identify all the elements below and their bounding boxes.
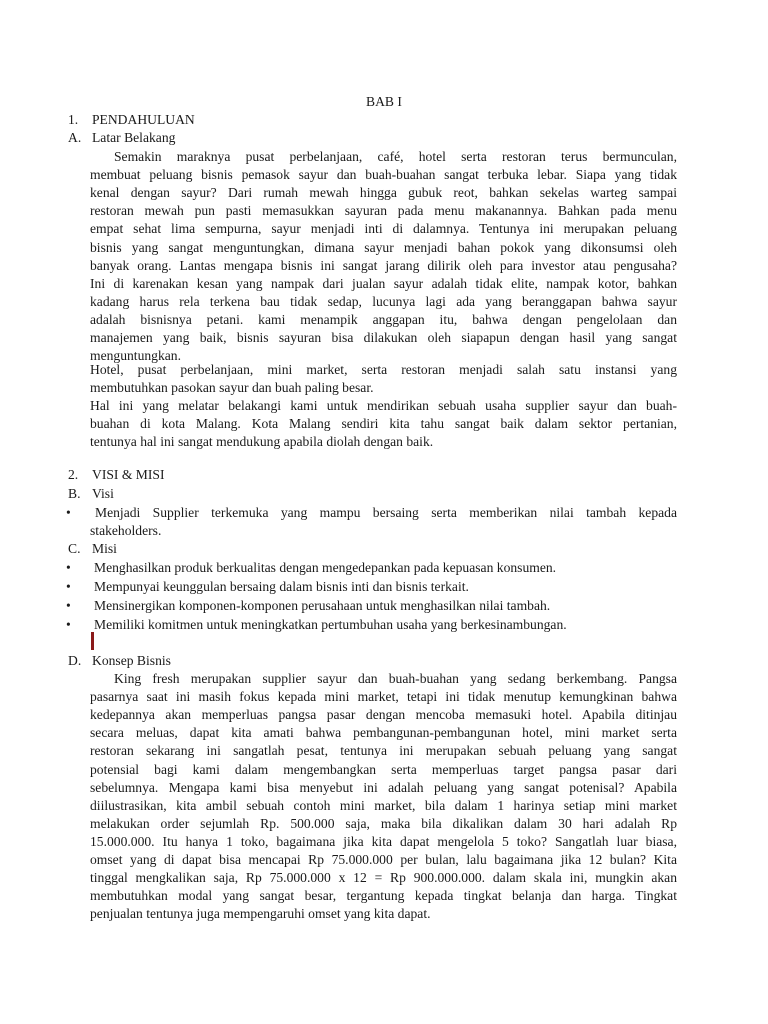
paragraph-line: membutuhkan modal yang sangat besar, tergantung kepada tingkat belanja dan harga. Tingkat: [90, 888, 677, 904]
paragraph-line: kenal dengan sayur? Dari rumah mewah hingga gubuk reot, bahkan sekelas warteg sampai: [90, 185, 677, 201]
paragraph-line: kadang harus rela terkena bau tidak sedap, lucunya lagi ada yang beranggapan bahwa sayur: [90, 293, 677, 309]
paragraph-line: tinggal mengkalikan saja, Rp 75.000.000 x 12 = Rp 900.000.000. dalam skala ini, mungkin akan: [90, 870, 677, 886]
paragraph-line: Ini di karenakan kesan yang nampak dari jualan sayur adalah tidak elite, nampak kotor, bahkan: [90, 275, 677, 291]
list-item-text: Mempunyai keunggulan bersaing dalam bisnis inti dan bisnis terkait.: [94, 579, 469, 594]
paragraph-line: buahan di kota Malang. Kota Malang sendiri kita tahu sangat baik dalam sektor pertanian,: [90, 416, 677, 432]
list-item-text: stakeholders.: [90, 522, 162, 538]
paragraph-line: diilustrasikan, kita ambil sebuah contoh mini market, bila dalam 1 harinya setiap mini market: [90, 797, 677, 813]
paragraph-line: omset yang di dapat bisa mencapai Rp 75.000.000 per bulan, lalu bagaimana jika 12 bulan? Kita: [90, 852, 677, 867]
section-2-heading: VISI & MISI: [92, 467, 165, 482]
text-cursor: [91, 632, 94, 650]
paragraph-line: restoran mewah pun pasti memasukkan sayuran pada menu makanannya. Bahkan pada menu: [90, 203, 677, 219]
paragraph-line: manajemen yang baik, bisnis sayuran bisa dilakukan oleh siapapun dengan hasil yang sangat: [90, 330, 677, 345]
paragraph-line: bisnis yang sangat menguntungkan, dimana sayur menjadi bahan pokok yang dikonsumsi oleh: [90, 239, 677, 255]
bullet-icon: •: [66, 598, 71, 613]
paragraph-line: King fresh merupakan supplier sayur dan buah-buahan yang sedang berkembang. Pangsa: [114, 671, 677, 686]
section-c-letter: C.: [68, 541, 81, 556]
paragraph-line: pasarnya saat ini masih fokus kepada mini market, tetapi ini tidak menutup kemungkinan bahwa: [90, 689, 677, 705]
paragraph-line: tentunya hal ini sangat mendukung apabila diolah dengan baik.: [90, 434, 434, 450]
paragraph-line: Hotel, pusat perbelanjaan, mini market, serta restoran menjadi salah satu instansi yang: [90, 362, 677, 377]
paragraph-line: membutuhkan pasokan sayur dan buah paling besar.: [90, 380, 374, 396]
bullet-icon: •: [66, 617, 71, 632]
chapter-title: BAB I: [366, 94, 402, 109]
paragraph-line: Semakin maraknya pusat perbelanjaan, café, hotel serta restoran terus bermunculan,: [114, 149, 677, 164]
paragraph-line: banyak orang. Lantas mengapa bisnis ini sangat jarang dilirik oleh para investor atau pengusaha?: [90, 257, 677, 273]
bullet-icon: •: [66, 579, 71, 594]
bullet-icon: •: [66, 560, 71, 575]
list-item-text: Menghasilkan produk berkualitas dengan mengedepankan pada kepuasan konsumen.: [94, 560, 557, 575]
paragraph-line: sebelumnya. Mengapa kami bisa menyebut ini adalah peluang yang sangat potenisal? Apabila: [90, 779, 677, 795]
paragraph-line: melakukan order sejumlah Rp. 500.000 saja, maka bila dikalikan dalam 30 hari adalah Rp: [90, 815, 677, 831]
section-c-heading: Misi: [92, 541, 117, 556]
list-item-text: Menjadi Supplier terkemuka yang mampu bersaing serta memberikan nilai tambah kepada: [95, 505, 677, 520]
list-item-text: Mensinergikan komponen-komponen perusahaan untuk menghasilkan nilai tambah.: [94, 598, 551, 613]
paragraph-line: empat sehat lima sempurna, sayur menjadi inti di dalamnya. Tentunya ini merupakan peluang: [90, 221, 677, 237]
list-item-text: Memiliki komitmen untuk meningkatkan pertumbuhan usaha yang berkesinambungan.: [94, 617, 567, 632]
paragraph-line: kedepannya akan memperluas pangsa pasar dengan mencoba memasuki hotel. Apabila ditinjau: [90, 707, 677, 723]
section-2-number: 2.: [68, 467, 79, 482]
section-d-letter: D.: [68, 653, 82, 668]
section-a-letter: A.: [68, 130, 82, 145]
paragraph-line: 15.000.000. Itu hanya 1 toko, bagaimana jika kita dapat mengelola 5 toko? Sangatlah luar biasa,: [90, 833, 677, 849]
paragraph-line: restoran sekarang ini sangatlah pesat, tentunya ini merupakan sebuah peluang yang sangat: [90, 743, 677, 759]
paragraph-line: menguntungkan.: [90, 348, 181, 364]
section-b-heading: Visi: [92, 486, 114, 501]
paragraph-line: potensial bagi kami dalam mengembangkan serta memperluas target pangsa pasar dari: [90, 761, 677, 777]
section-a-heading: Latar Belakang: [92, 130, 176, 145]
paragraph-line: Hal ini yang melatar belakangi kami untuk mendirikan sebuah usaha supplier sayur dan buah-: [90, 398, 677, 413]
section-d-heading: Konsep Bisnis: [92, 653, 171, 668]
section-1-heading: PENDAHULUAN: [92, 112, 195, 127]
section-b-letter: B.: [68, 486, 81, 501]
section-1-number: 1.: [68, 112, 79, 127]
bullet-icon: •: [66, 505, 71, 520]
paragraph-line: membuat peluang bisnis pemasok sayur dan buah-buahan sangat terbuka lebar. Siapa yang tidak: [90, 167, 677, 183]
paragraph-line: penjualan tentunya juga mempengaruhi omset yang kita dapat.: [90, 906, 431, 922]
paragraph-line: adalah bisnisnya petani. kami menampik anggapan itu, bahwa dengan pengelolaan dan: [90, 311, 677, 327]
paragraph-line: secara meluas, dapat kita amati bahwa pembangunan-pembangunan hotel, mini market serta: [90, 725, 677, 741]
